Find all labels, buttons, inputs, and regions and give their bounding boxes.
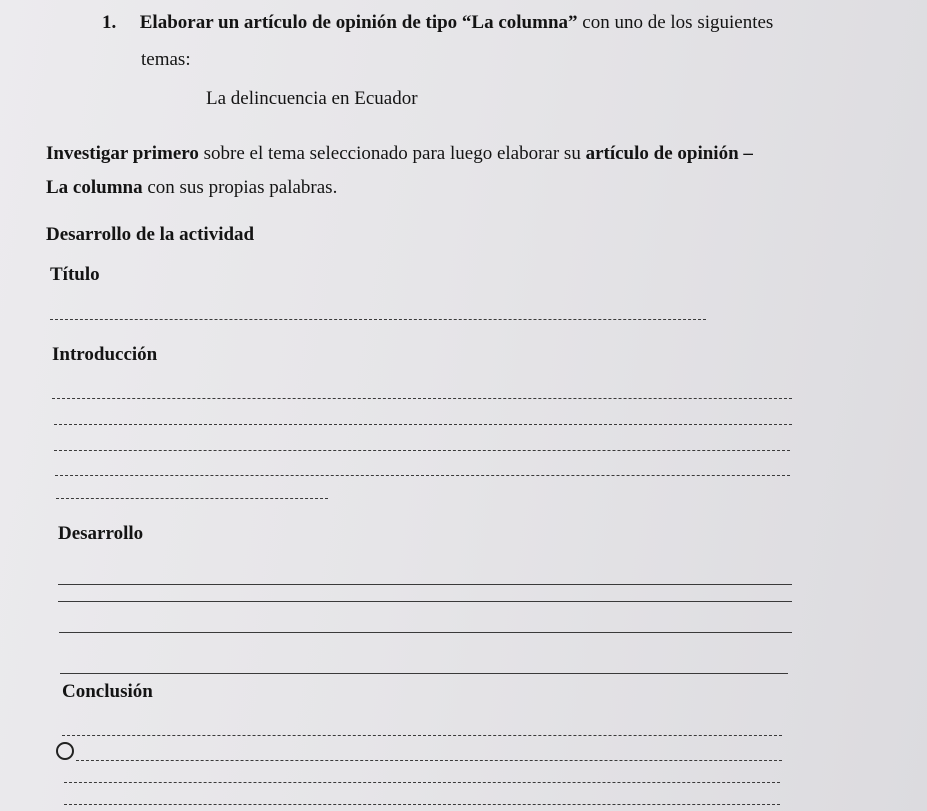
instruction-bold: Elaborar un artículo de opinión de tipo “La columna” — [139, 12, 578, 33]
item-number: 1. — [102, 12, 117, 33]
instruction-rest: con uno de los siguientes — [577, 12, 774, 33]
investigate-bold-1: Investigar primero — [46, 143, 199, 164]
ring-mark-icon — [56, 742, 74, 760]
investigate-bold-2: artículo de opinión – — [585, 143, 753, 164]
conclusion-heading: Conclusión — [62, 681, 153, 702]
introduction-answer-line[interactable] — [55, 475, 790, 476]
introduction-answer-line[interactable] — [56, 498, 328, 499]
title-heading: Título — [50, 264, 100, 285]
investigate-rest-2: con sus propias palabras. — [142, 177, 338, 198]
development-answer-line[interactable] — [59, 632, 792, 633]
investigate-line-1 — [46, 143, 753, 165]
topic-text: La delincuencia en Ecuador — [206, 88, 418, 109]
introduction-answer-line[interactable] — [54, 450, 790, 451]
instruction-line-2: temas: — [141, 49, 191, 70]
introduction-heading: Introducción — [52, 344, 158, 365]
development-answer-line[interactable] — [58, 584, 792, 585]
instruction-line-1 — [102, 12, 773, 34]
conclusion-answer-line[interactable] — [62, 735, 782, 736]
conclusion-answer-line[interactable] — [64, 782, 780, 783]
investigate-rest-1: sobre el tema seleccionado para luego elaborar su — [198, 143, 586, 164]
activity-heading: Desarrollo de la actividad — [46, 224, 255, 245]
introduction-answer-line[interactable] — [54, 424, 792, 425]
investigate-line-2 — [46, 177, 337, 199]
conclusion-answer-line[interactable] — [76, 760, 782, 761]
development-heading: Desarrollo — [58, 523, 144, 544]
introduction-answer-line[interactable] — [52, 398, 792, 399]
development-answer-line[interactable] — [58, 601, 792, 602]
conclusion-answer-line[interactable] — [64, 804, 780, 805]
development-answer-line[interactable] — [60, 673, 788, 674]
investigate-bold-3: La columna — [46, 177, 143, 198]
title-answer-line[interactable] — [50, 319, 706, 320]
